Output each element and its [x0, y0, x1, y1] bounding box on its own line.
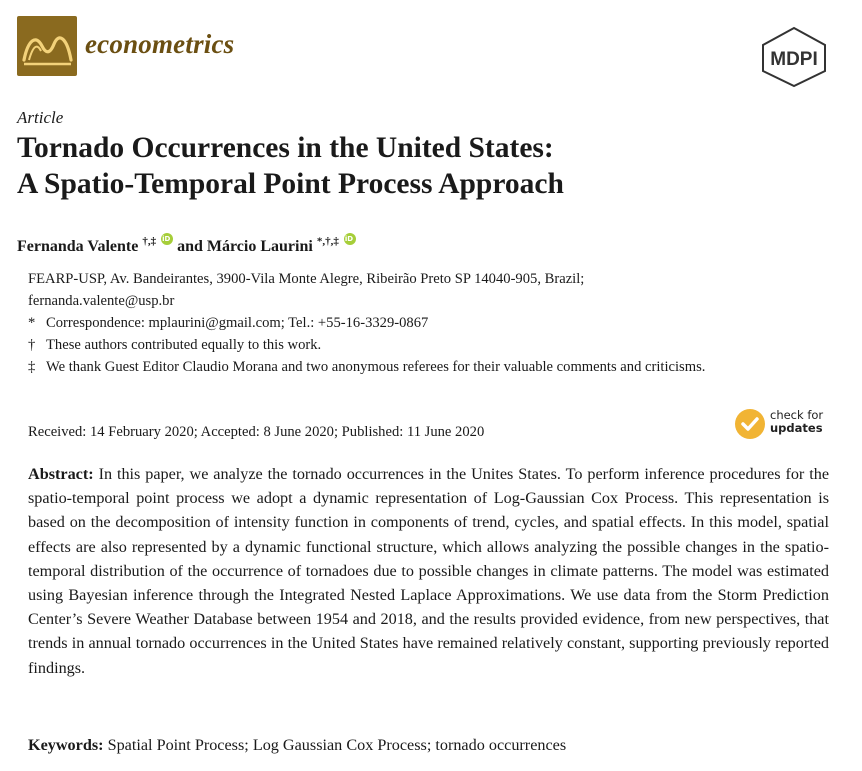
keywords-text: Spatial Point Process; Log Gaussian Cox Process; tornado occurrences — [107, 736, 567, 754]
orcid-icon[interactable] — [161, 233, 173, 245]
author-name[interactable]: Fernanda Valente — [17, 238, 139, 255]
paper-title — [17, 130, 837, 202]
note-mark: † — [28, 337, 36, 353]
journal-logo-icon[interactable] — [17, 16, 77, 76]
note-text: These authors contributed equally to this work. — [46, 337, 322, 353]
orcid-icon[interactable] — [344, 233, 356, 245]
check-for-updates-button[interactable] — [735, 407, 835, 443]
author-name[interactable]: Márcio Laurini — [206, 238, 313, 255]
abstract-text: In this paper, we analyze the tornado occurrences in the Unites States. To perform inference procedures for the spatio-temporal point process we adopt a dynamic representation of Log-Gaussian Cox Process. This representation is based on the decomposition of intensity function in components of trend, cycles, and spatial effects. In this model, spatial effects are also represented by a dynamic functional structure, which allows analyzing the possible changes in the spatio-temporal distribution of the occurrence of tornadoes due to possible changes in climate patterns. The model was estimated using Bayesian inference through the Integrated Nested Laplace Approximations. We use data from the Storm Prediction Center’s Severe Weather Database between 1954 and 2018, and the results provided evidence, from new perspectives, that trends in annual tornado occurrences in the United States have remained relatively constant, supporting previously reported findings. — [28, 465, 830, 677]
note-text[interactable]: Correspondence: mplaurini@gmail.com; Tel.: +55-16-3329-0867 — [46, 315, 429, 331]
journal-header — [17, 14, 845, 80]
author-marks: †,‡ — [142, 235, 157, 248]
affiliation-block — [28, 268, 808, 378]
correspondence-note — [28, 312, 808, 334]
acknowledgement-note — [28, 356, 808, 378]
author-joiner: and — [177, 238, 203, 255]
abstract-label: Abstract: — [28, 465, 94, 483]
check-for-label: check for — [770, 408, 824, 422]
note-mark: ‡ — [28, 359, 36, 375]
title-line-2: A Spatio-Temporal Point Process Approach — [17, 168, 564, 200]
check-icon — [735, 409, 765, 439]
publisher-name: MDPI — [770, 49, 818, 70]
updates-label: updates — [770, 421, 823, 435]
note-text: We thank Guest Editor Claudio Morana and two anonymous referees for their valuable comments and criticisms. — [46, 359, 706, 375]
keywords-label: Keywords: — [28, 736, 104, 754]
keywords — [28, 736, 566, 755]
title-line-1: Tornado Occurrences in the United States: — [17, 132, 554, 164]
publication-dates: Received: 14 February 2020; Accepted: 8 June 2020; Published: 11 June 2020 — [28, 424, 485, 440]
author-list — [17, 233, 356, 256]
note-mark: * — [28, 315, 36, 331]
journal-name[interactable]: econometrics — [85, 29, 235, 59]
author-marks: *,†,‡ — [316, 235, 339, 248]
mdpi-logo-icon[interactable] — [759, 26, 829, 88]
abstract — [28, 462, 829, 680]
article-type: Article — [17, 108, 64, 127]
equal-contribution-note — [28, 334, 808, 356]
affiliation-address: FEARP-USP, Av. Bandeirantes, 3900-Vila Monte Alegre, Ribeirão Preto SP 14040-905, Brazil; — [28, 271, 585, 287]
author-email[interactable]: fernanda.valente@usp.br — [28, 293, 175, 309]
